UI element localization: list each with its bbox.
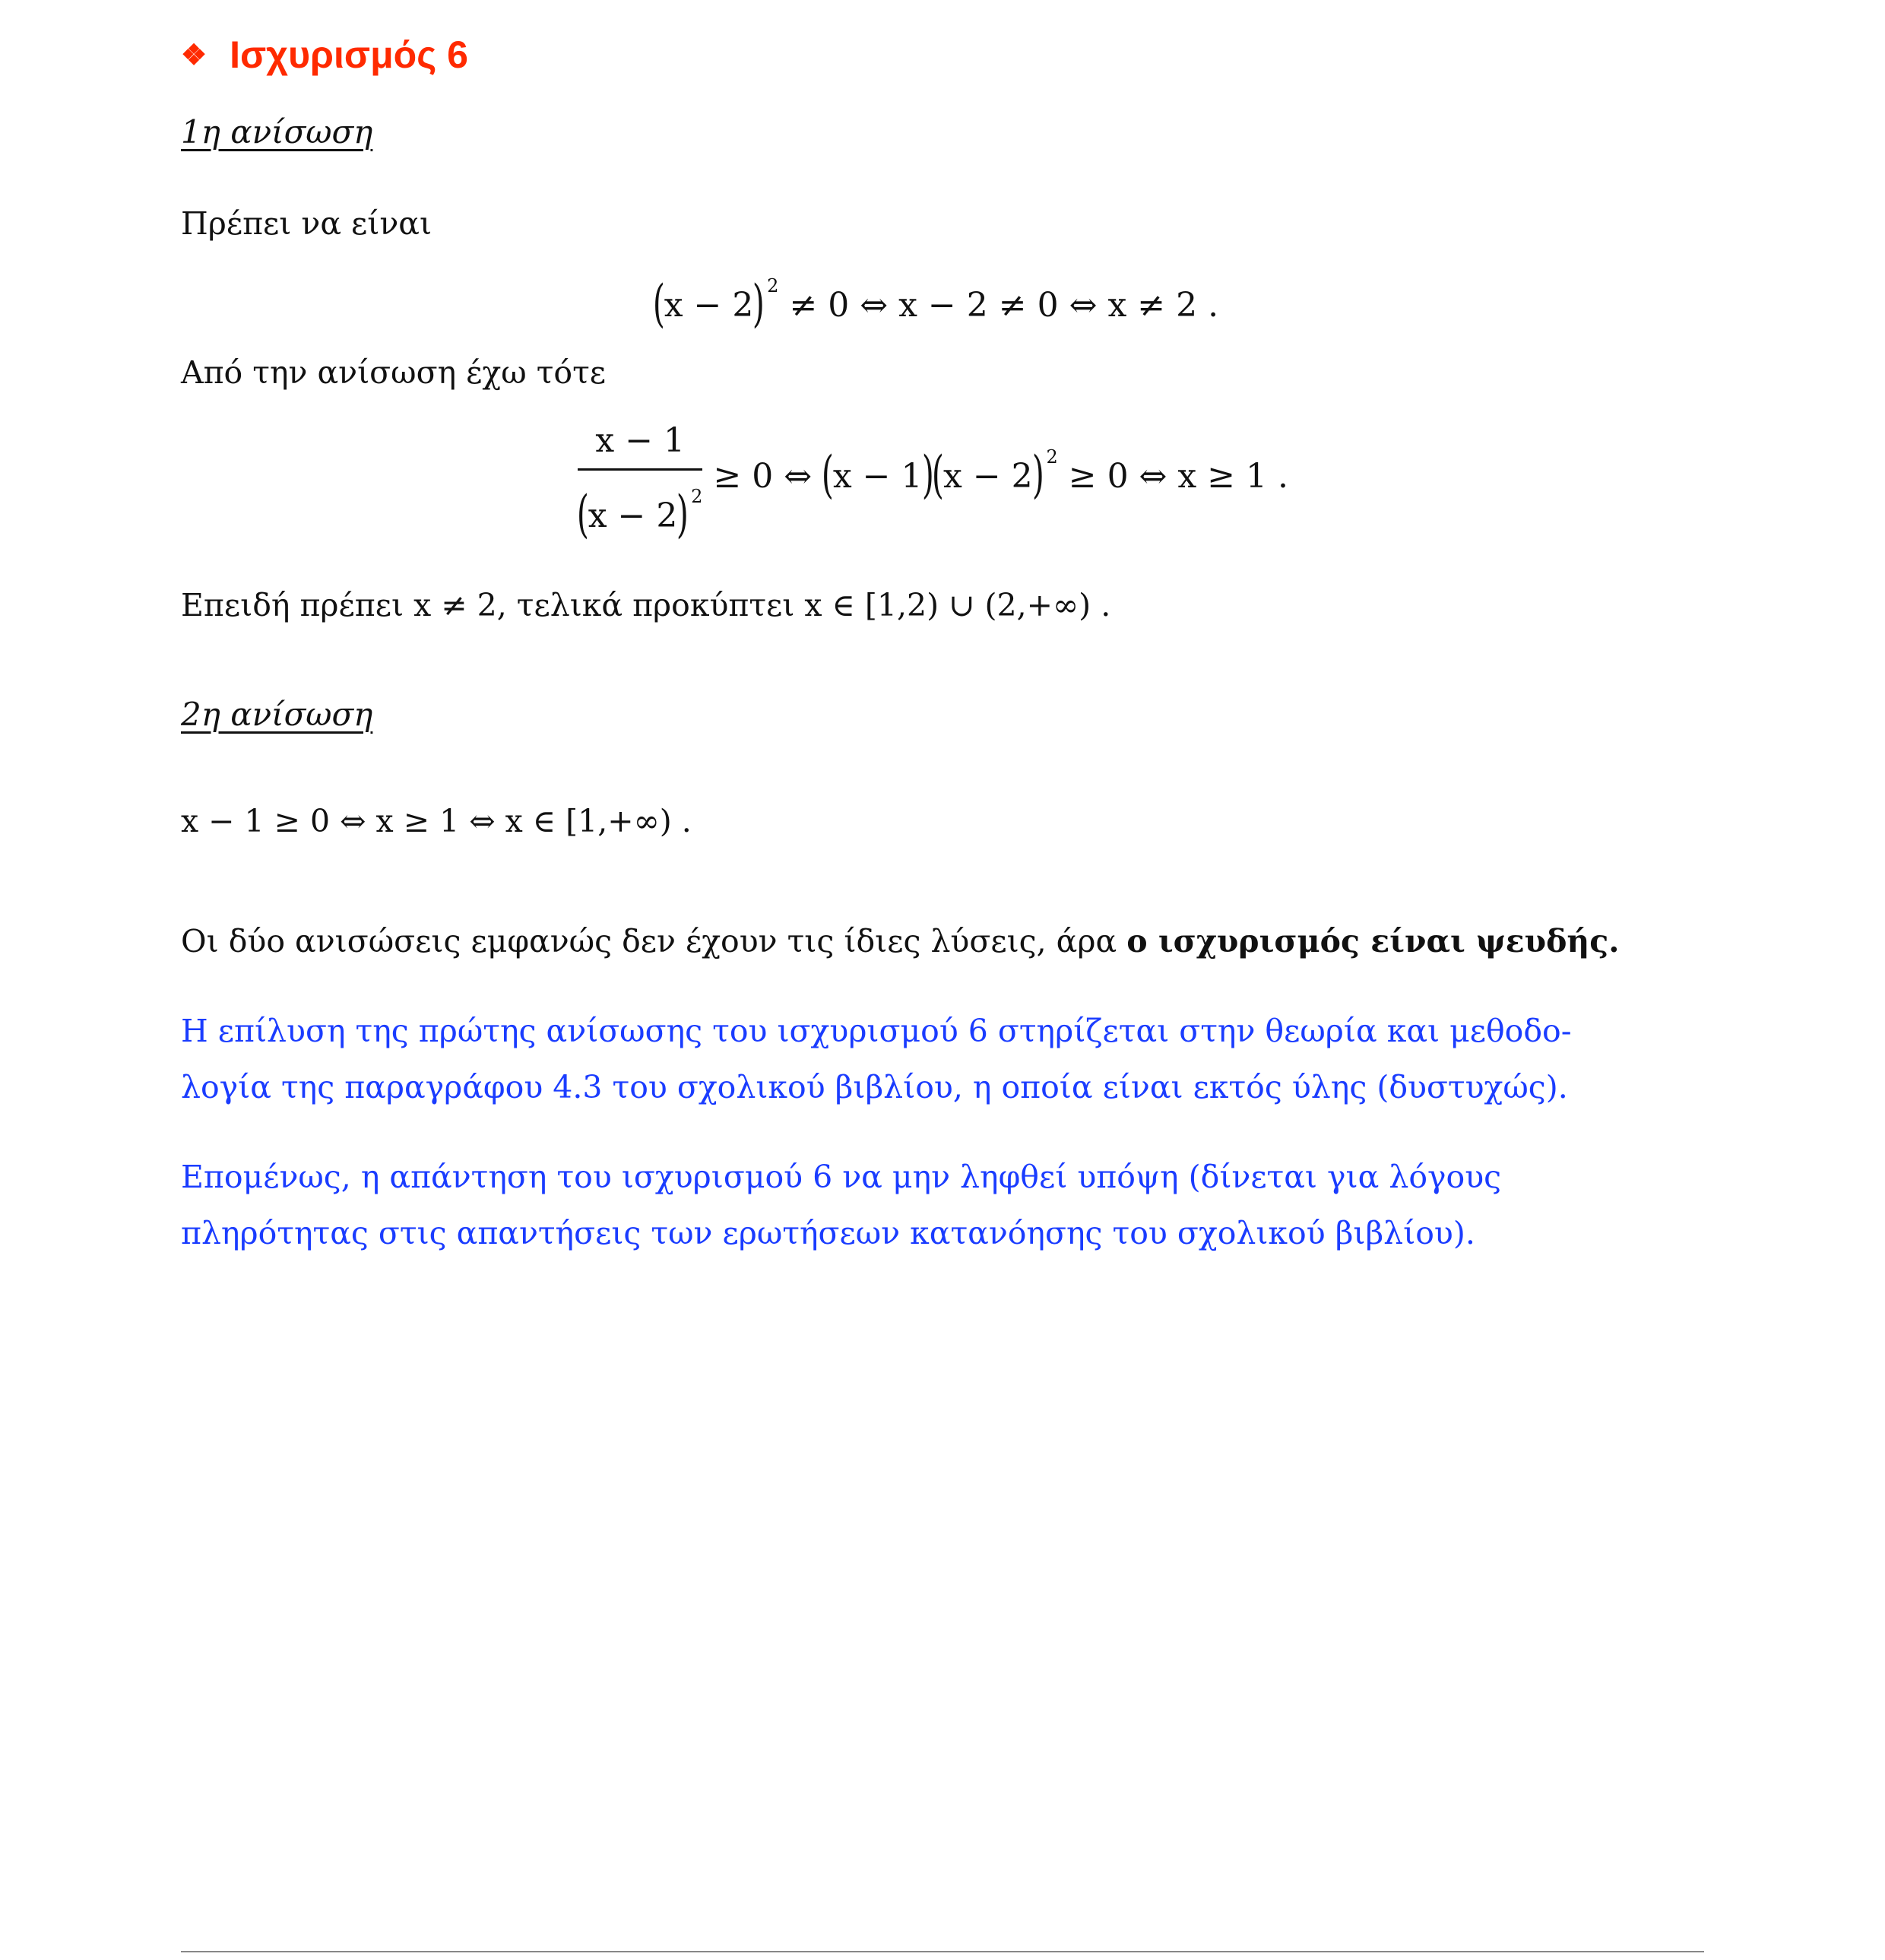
result-condition: x ≠ 2 <box>413 587 497 623</box>
result-prefix: Επειδή πρέπει <box>181 587 404 623</box>
fraction: $\frac{x - 1}{(x - 2) ^2}$ <box>578 418 702 539</box>
section1-title: 1η ανίσωση <box>181 113 373 151</box>
note1-line1: Η επίλυση της πρώτης ανίσωσης του ισχυρισμού 6 στηρίζεται στην θεωρία και μεθοδο- <box>181 1013 1572 1049</box>
note2-line1: Επομένως, η απάντηση του ισχυρισμού 6 να μην ληφθεί υπόψη (δίνεται για λόγους <box>181 1159 1502 1195</box>
conclusion-text: Οι δύο ανισώσεις εμφανώς δεν έχουν τις ίδιες λύσεις, άρα <box>181 923 1127 959</box>
section1-step: Από την ανίσωση έχω τότε <box>181 354 607 391</box>
conclusion-bold: ο ισχυρισμός είναι ψευδής. <box>1126 923 1620 959</box>
result-mid: , τελικά προκύπτει <box>496 587 795 623</box>
section1-intro: Πρέπει να είναι <box>181 205 432 242</box>
footer-divider <box>181 1951 1704 1952</box>
equation-2: $\frac{x - 1}{(x - 2) ^2}$ ≥ 0 ⇔ (x − 1)(x − 2) $^2$ ≥ 0 ⇔ x ≥ 1 . <box>578 418 1288 539</box>
conclusion <box>181 920 1704 963</box>
equation-2-tail: ≥ 0 ⇔ x ≥ 1 . <box>1068 457 1289 496</box>
note2-line2: πληρότητας στις απαντήσεις των ερωτήσεων κατανόησης του σχολικού βιβλίου). <box>181 1215 1475 1251</box>
result-set: x ∈ [1,2) ∪ (2,+∞) . <box>804 587 1111 623</box>
claim-heading <box>181 30 468 80</box>
equation-1-text: ≠ 0 ⇔ x − 2 ≠ 0 ⇔ x ≠ 2 . <box>789 286 1219 325</box>
diamond-bullet-icon: ❖ <box>181 40 208 71</box>
claim-title: Ισχυρισμός 6 <box>230 33 468 76</box>
section2-equation <box>181 800 1704 842</box>
section2-title: 2η ανίσωση <box>181 696 373 733</box>
note1-line2: λογία της παραγράφου 4.3 του σχολικού βιβλίου, η οποία είναι εκτός ύλης (δυστυχώς). <box>181 1069 1568 1105</box>
equation-1: (x − 2) $^2$ ≠ 0 ⇔ x − 2 ≠ 0 ⇔ x ≠ 2 . <box>652 274 1219 333</box>
section1-result <box>181 584 1704 626</box>
section2-eq-text: x − 1 ≥ 0 ⇔ x ≥ 1 ⇔ x ∈ [1,+∞) . <box>181 803 692 839</box>
